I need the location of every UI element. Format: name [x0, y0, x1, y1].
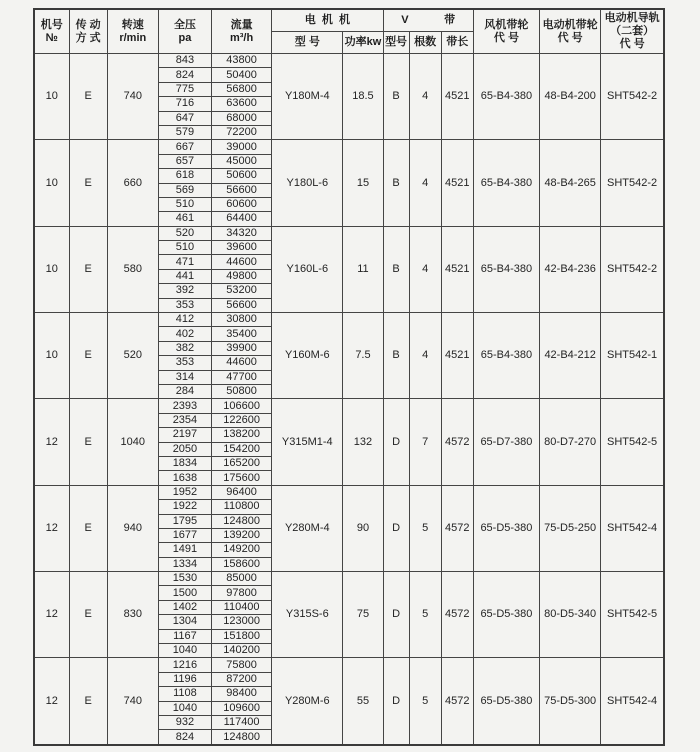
- cell-total-pressure: 647: [158, 111, 211, 125]
- cell-flow: 165200: [212, 456, 272, 470]
- cell-flow: 85000: [212, 572, 272, 586]
- header-total-pressure-line2: pa: [178, 31, 192, 44]
- cell-total-pressure: 775: [158, 82, 211, 96]
- cell-speed: 520: [107, 313, 158, 399]
- cell-flow: 44600: [212, 356, 272, 370]
- cell-flow: 154200: [212, 442, 272, 456]
- cell-flow: 56600: [212, 183, 272, 197]
- header-vbelt-group: [383, 9, 473, 32]
- cell-total-pressure: 1795: [158, 514, 211, 528]
- cell-motor-model: Y160L-6: [272, 226, 343, 312]
- cell-motor-rail: SHT542-2: [601, 140, 664, 226]
- cell-fan-pulley: 65-B4-380: [473, 313, 539, 399]
- cell-motor-model: Y180L-6: [272, 140, 343, 226]
- header-fan-pulley-line2: 代 号: [493, 31, 519, 44]
- cell-v-count: 4: [409, 140, 441, 226]
- cell-total-pressure: 932: [158, 715, 211, 729]
- cell-machine-no: 12: [34, 658, 69, 745]
- cell-drive-mode: E: [69, 572, 107, 658]
- header-motor-group-label: 电 机 机: [304, 14, 350, 26]
- cell-motor-pulley: 48-B4-200: [540, 54, 601, 140]
- cell-total-pressure: 1304: [158, 615, 211, 629]
- header-v-model: 型号: [383, 32, 409, 54]
- cell-total-pressure: 1500: [158, 586, 211, 600]
- header-flow-line1: 流量: [230, 18, 253, 31]
- cell-speed: 580: [107, 226, 158, 312]
- cell-total-pressure: 314: [158, 370, 211, 384]
- header-motor-pulley-line1: 电动机带轮: [542, 18, 598, 31]
- table-row: [34, 399, 664, 413]
- cell-total-pressure: 667: [158, 140, 211, 154]
- cell-flow: 34320: [212, 226, 272, 240]
- cell-v-count: 4: [409, 226, 441, 312]
- cell-total-pressure: 569: [158, 183, 211, 197]
- cell-total-pressure: 1040: [158, 644, 211, 658]
- cell-motor-pulley: 80-D7-270: [540, 399, 601, 485]
- cell-machine-no: 12: [34, 572, 69, 658]
- cell-motor-pulley: 42-B4-212: [540, 313, 601, 399]
- cell-total-pressure: 510: [158, 241, 211, 255]
- cell-v-model: B: [383, 226, 409, 312]
- cell-v-length: 4521: [441, 226, 473, 312]
- cell-total-pressure: 824: [158, 730, 211, 745]
- cell-motor-rail: SHT542-4: [601, 658, 664, 745]
- cell-flow: 138200: [212, 428, 272, 442]
- cell-flow: 53200: [212, 284, 272, 298]
- cell-v-model: D: [383, 658, 409, 745]
- cell-total-pressure: 461: [158, 212, 211, 226]
- cell-drive-mode: E: [69, 399, 107, 485]
- spec-table-body: [34, 54, 664, 745]
- cell-speed: 740: [107, 658, 158, 745]
- header-motor-pulley-line2: 代 号: [557, 31, 583, 44]
- cell-fan-pulley: 65-D7-380: [473, 399, 539, 485]
- cell-flow: 110400: [212, 600, 272, 614]
- cell-total-pressure: 824: [158, 68, 211, 82]
- cell-speed: 660: [107, 140, 158, 226]
- cell-flow: 39000: [212, 140, 272, 154]
- cell-total-pressure: 1922: [158, 500, 211, 514]
- cell-flow: 123000: [212, 615, 272, 629]
- cell-total-pressure: 1952: [158, 485, 211, 499]
- cell-motor-rail: SHT542-2: [601, 226, 664, 312]
- cell-flow: 35400: [212, 327, 272, 341]
- header-fan-pulley-line1: 风机带轮: [484, 18, 529, 31]
- cell-v-length: 4572: [441, 485, 473, 571]
- cell-flow: 158600: [212, 557, 272, 571]
- cell-total-pressure: 579: [158, 125, 211, 139]
- cell-motor-rail: SHT542-2: [601, 54, 664, 140]
- cell-total-pressure: 392: [158, 284, 211, 298]
- cell-motor-rail: SHT542-1: [601, 313, 664, 399]
- cell-flow: 149200: [212, 543, 272, 557]
- cell-motor-rail: SHT542-4: [601, 485, 664, 571]
- cell-flow: 117400: [212, 715, 272, 729]
- cell-flow: 39900: [212, 341, 272, 355]
- cell-v-count: 7: [409, 399, 441, 485]
- cell-motor-power: 90: [343, 485, 383, 571]
- cell-flow: 39600: [212, 241, 272, 255]
- cell-motor-rail: SHT542-5: [601, 399, 664, 485]
- cell-total-pressure: 1334: [158, 557, 211, 571]
- cell-motor-pulley: 75-D5-300: [540, 658, 601, 745]
- cell-flow: 30800: [212, 313, 272, 327]
- table-row: [34, 572, 664, 586]
- header-flow-line2: m³/h: [229, 31, 254, 44]
- cell-total-pressure: 657: [158, 154, 211, 168]
- cell-flow: 43800: [212, 54, 272, 68]
- cell-drive-mode: E: [69, 485, 107, 571]
- cell-v-model: B: [383, 140, 409, 226]
- cell-fan-pulley: 65-B4-380: [473, 226, 539, 312]
- cell-total-pressure: 284: [158, 384, 211, 398]
- cell-v-count: 4: [409, 54, 441, 140]
- header-v-length: 带长: [441, 32, 473, 54]
- table-row: [34, 658, 664, 672]
- cell-motor-model: Y280M-4: [272, 485, 343, 571]
- cell-machine-no: 10: [34, 226, 69, 312]
- cell-flow: 124800: [212, 514, 272, 528]
- cell-drive-mode: E: [69, 54, 107, 140]
- cell-motor-power: 7.5: [343, 313, 383, 399]
- cell-motor-pulley: 75-D5-250: [540, 485, 601, 571]
- header-speed-line2: r/min: [119, 31, 147, 44]
- cell-speed: 1040: [107, 399, 158, 485]
- cell-motor-rail: SHT542-5: [601, 572, 664, 658]
- cell-flow: 45000: [212, 154, 272, 168]
- cell-total-pressure: 1677: [158, 528, 211, 542]
- cell-total-pressure: 618: [158, 169, 211, 183]
- cell-v-length: 4572: [441, 399, 473, 485]
- cell-v-model: B: [383, 313, 409, 399]
- cell-flow: 50800: [212, 384, 272, 398]
- cell-flow: 175600: [212, 471, 272, 485]
- cell-v-length: 4572: [441, 572, 473, 658]
- cell-motor-power: 18.5: [343, 54, 383, 140]
- header-speed: [107, 9, 158, 54]
- cell-motor-model: Y180M-4: [272, 54, 343, 140]
- header-motor-group: [272, 9, 383, 32]
- cell-flow: 98400: [212, 687, 272, 701]
- cell-v-length: 4572: [441, 658, 473, 745]
- cell-motor-model: Y280M-6: [272, 658, 343, 745]
- cell-total-pressure: 1167: [158, 629, 211, 643]
- header-fan-pulley: [473, 9, 539, 54]
- cell-flow: 47700: [212, 370, 272, 384]
- cell-flow: 110800: [212, 500, 272, 514]
- cell-motor-power: 15: [343, 140, 383, 226]
- cell-motor-power: 55: [343, 658, 383, 745]
- cell-flow: 109600: [212, 701, 272, 715]
- cell-total-pressure: 471: [158, 255, 211, 269]
- cell-total-pressure: 520: [158, 226, 211, 240]
- header-total-pressure: [158, 9, 211, 54]
- cell-v-model: B: [383, 54, 409, 140]
- cell-drive-mode: E: [69, 313, 107, 399]
- cell-machine-no: 10: [34, 54, 69, 140]
- header-total-pressure-line1: 全压: [173, 18, 196, 31]
- header-motor-power: 功率kw: [343, 32, 383, 54]
- cell-drive-mode: E: [69, 226, 107, 312]
- cell-flow: 64400: [212, 212, 272, 226]
- cell-total-pressure: 1196: [158, 672, 211, 686]
- cell-motor-pulley: 80-D5-340: [540, 572, 601, 658]
- cell-flow: 44600: [212, 255, 272, 269]
- cell-machine-no: 12: [34, 399, 69, 485]
- cell-v-length: 4521: [441, 140, 473, 226]
- cell-v-length: 4521: [441, 313, 473, 399]
- cell-total-pressure: 1834: [158, 456, 211, 470]
- cell-flow: 50600: [212, 169, 272, 183]
- table-row: [34, 313, 664, 327]
- header-motor-rail-line1: 电动机导轨: [604, 12, 660, 24]
- header-motor-pulley: [540, 9, 601, 54]
- cell-flow: 97800: [212, 586, 272, 600]
- cell-flow: 49800: [212, 269, 272, 283]
- header-flow: [212, 9, 272, 54]
- header-machine-no: [34, 9, 69, 54]
- table-row: [34, 226, 664, 240]
- header-motor-rail-line3: 代 号: [619, 38, 645, 50]
- cell-motor-pulley: 48-B4-265: [540, 140, 601, 226]
- cell-v-count: 4: [409, 313, 441, 399]
- cell-total-pressure: 2354: [158, 413, 211, 427]
- cell-drive-mode: E: [69, 140, 107, 226]
- cell-machine-no: 10: [34, 313, 69, 399]
- table-row: [34, 485, 664, 499]
- cell-motor-model: Y315S-6: [272, 572, 343, 658]
- cell-total-pressure: 2197: [158, 428, 211, 442]
- cell-flow: 140200: [212, 644, 272, 658]
- cell-speed: 940: [107, 485, 158, 571]
- cell-flow: 63600: [212, 97, 272, 111]
- cell-total-pressure: 1530: [158, 572, 211, 586]
- cell-flow: 72200: [212, 125, 272, 139]
- cell-total-pressure: 2050: [158, 442, 211, 456]
- header-vbelt-dai: 带: [444, 14, 456, 26]
- header-drive-mode-line2: 方 式: [75, 31, 101, 44]
- cell-fan-pulley: 65-B4-380: [473, 54, 539, 140]
- cell-v-count: 5: [409, 485, 441, 571]
- header-vbelt-v: V: [401, 14, 409, 26]
- header-drive-mode: [69, 9, 107, 54]
- cell-total-pressure: 353: [158, 356, 211, 370]
- cell-v-count: 5: [409, 572, 441, 658]
- cell-flow: 56600: [212, 298, 272, 312]
- header-motor-model: 型 号: [272, 32, 343, 54]
- cell-flow: 106600: [212, 399, 272, 413]
- cell-total-pressure: 412: [158, 313, 211, 327]
- table-row: [34, 140, 664, 154]
- cell-flow: 56800: [212, 82, 272, 96]
- header-machine-no-line2: №: [45, 31, 58, 44]
- cell-machine-no: 10: [34, 140, 69, 226]
- cell-flow: 124800: [212, 730, 272, 745]
- cell-motor-power: 132: [343, 399, 383, 485]
- cell-flow: 68000: [212, 111, 272, 125]
- cell-speed: 830: [107, 572, 158, 658]
- cell-total-pressure: 402: [158, 327, 211, 341]
- cell-v-model: D: [383, 399, 409, 485]
- cell-total-pressure: 1402: [158, 600, 211, 614]
- header-speed-line1: 转速: [121, 18, 144, 31]
- cell-total-pressure: 1108: [158, 687, 211, 701]
- cell-total-pressure: 1491: [158, 543, 211, 557]
- cell-total-pressure: 441: [158, 269, 211, 283]
- cell-total-pressure: 353: [158, 298, 211, 312]
- cell-total-pressure: 1638: [158, 471, 211, 485]
- cell-drive-mode: E: [69, 658, 107, 745]
- table-header: [34, 9, 664, 54]
- cell-speed: 740: [107, 54, 158, 140]
- header-machine-no-line1: 机号: [40, 18, 63, 31]
- cell-v-model: D: [383, 485, 409, 571]
- cell-total-pressure: 1216: [158, 658, 211, 672]
- cell-motor-model: Y160M-6: [272, 313, 343, 399]
- cell-v-count: 5: [409, 658, 441, 745]
- header-v-count: 根数: [409, 32, 441, 54]
- header-motor-rail: [601, 9, 664, 54]
- cell-total-pressure: 843: [158, 54, 211, 68]
- cell-flow: 96400: [212, 485, 272, 499]
- header-drive-mode-line1: 传 动: [75, 18, 101, 31]
- cell-flow: 50400: [212, 68, 272, 82]
- cell-flow: 60600: [212, 197, 272, 211]
- cell-total-pressure: 510: [158, 197, 211, 211]
- table-row: [34, 54, 664, 68]
- cell-fan-pulley: 65-D5-380: [473, 658, 539, 745]
- cell-motor-power: 75: [343, 572, 383, 658]
- cell-v-length: 4521: [441, 54, 473, 140]
- fan-motor-spec-table: [33, 8, 665, 746]
- cell-total-pressure: 382: [158, 341, 211, 355]
- cell-v-model: D: [383, 572, 409, 658]
- cell-machine-no: 12: [34, 485, 69, 571]
- cell-flow: 151800: [212, 629, 272, 643]
- cell-flow: 75800: [212, 658, 272, 672]
- cell-motor-pulley: 42-B4-236: [540, 226, 601, 312]
- cell-fan-pulley: 65-B4-380: [473, 140, 539, 226]
- cell-flow: 139200: [212, 528, 272, 542]
- cell-motor-power: 11: [343, 226, 383, 312]
- cell-flow: 122600: [212, 413, 272, 427]
- header-motor-rail-line2: （二套）: [610, 25, 655, 37]
- cell-total-pressure: 2393: [158, 399, 211, 413]
- cell-flow: 87200: [212, 672, 272, 686]
- cell-total-pressure: 1040: [158, 701, 211, 715]
- cell-total-pressure: 716: [158, 97, 211, 111]
- cell-fan-pulley: 65-D5-380: [473, 485, 539, 571]
- cell-fan-pulley: 65-D5-380: [473, 572, 539, 658]
- cell-motor-model: Y315M1-4: [272, 399, 343, 485]
